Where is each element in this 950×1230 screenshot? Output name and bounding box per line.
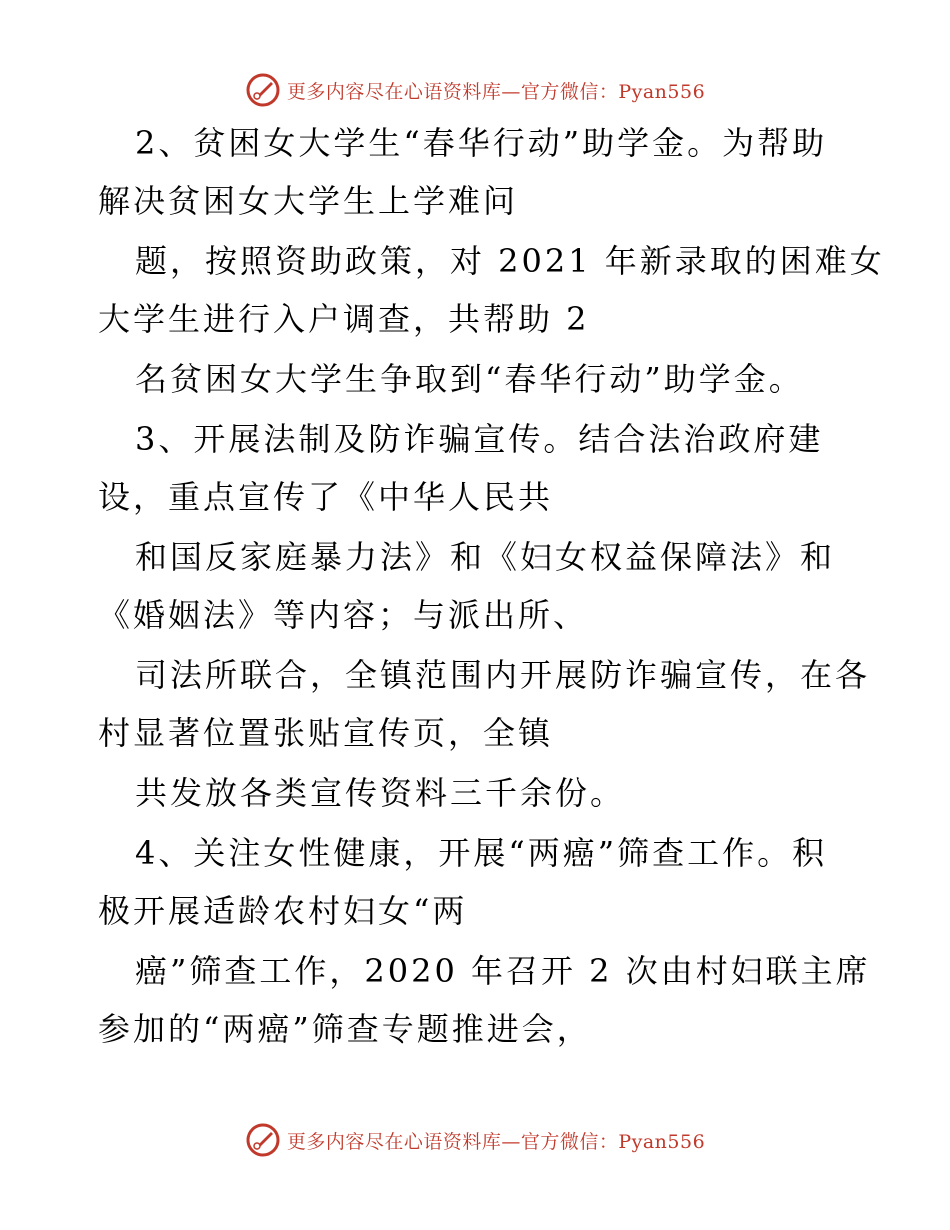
text-line: 2、贫困女大学生“春华行动”助学金。为帮助 [135, 124, 828, 162]
quill-seal-icon [245, 72, 281, 108]
text-line: 和国反家庭暴力法》和《妇女权益保障法》和 [135, 538, 836, 576]
text-line: 共发放各类宣传资料三千余份。 [135, 774, 626, 812]
text-line: 《婚姻法》等内容；与派出所、 [98, 596, 589, 634]
text-line: 4、关注女性健康，开展“两癌”筛查工作。积 [135, 834, 828, 872]
text-line: 3、开展法制及防诈骗宣传。结合法治政府建 [135, 420, 824, 458]
text-line: 题，按照资助政策，对 2021 年新录取的困难女 [135, 242, 885, 280]
text-line: 村显著位置张贴宣传页，全镇 [98, 714, 554, 752]
text-line: 大学生进行入户调查，共帮助 2 [98, 300, 590, 338]
text-line: 名贫困女大学生争取到“春华行动”助学金。 [135, 360, 804, 398]
header-banner [0, 70, 950, 110]
text-line: 参加的“两癌”筛查专题推进会， [98, 1010, 592, 1048]
text-line: 设，重点宣传了《中华人民共 [98, 478, 554, 516]
text-line: 司法所联合，全镇范围内开展防诈骗宣传，在各 [135, 656, 871, 694]
footer-banner-text: 更多内容尽在心语资料库—官方微信：Pyan556 [286, 1130, 706, 1153]
header-banner-text: 更多内容尽在心语资料库—官方微信：Pyan556 [286, 80, 706, 103]
quill-seal-icon [245, 1122, 281, 1158]
footer-banner [0, 1120, 950, 1160]
text-line: 极开展适龄农村妇女“两 [98, 892, 468, 930]
text-line: 癌”筛查工作，2020 年召开 2 次由村妇联主席 [135, 952, 871, 990]
text-line: 解决贫困女大学生上学难问 [98, 182, 519, 220]
